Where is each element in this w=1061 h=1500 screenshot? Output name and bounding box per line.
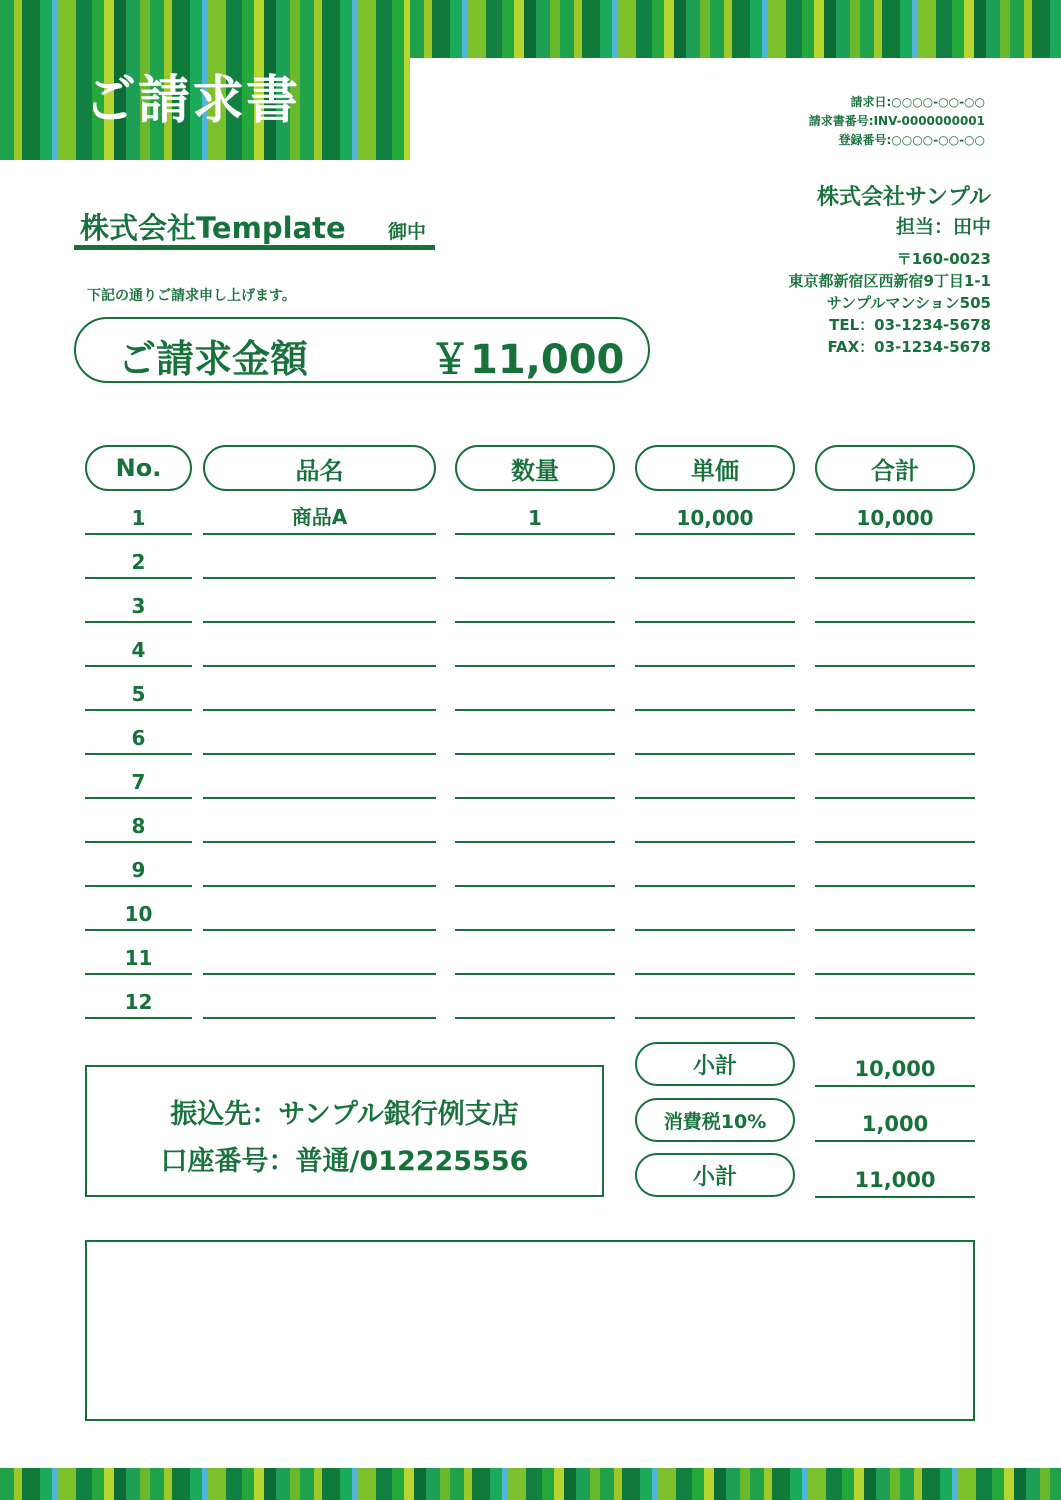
- cell-amount: [815, 579, 975, 623]
- header-qty: 数量: [455, 445, 615, 491]
- cell-qty: [455, 711, 615, 755]
- cell-qty: [455, 755, 615, 799]
- cell-no: 7: [85, 755, 192, 799]
- cell-item: [203, 623, 436, 667]
- sender-address1: 東京都新宿区西新宿9丁目1-1: [788, 272, 991, 290]
- cell-qty: [455, 799, 615, 843]
- cell-no: 2: [85, 535, 192, 579]
- cell-qty: [455, 667, 615, 711]
- cell-unit-price: [635, 887, 795, 931]
- cell-amount: [815, 843, 975, 887]
- cell-unit-price: 10,000: [635, 491, 795, 535]
- issue-date: 請求日:○○○○-○○-○○: [850, 95, 985, 109]
- table-row: [0, 711, 1061, 755]
- subtotal-value: 10,000: [815, 1043, 975, 1087]
- header-amount: 合計: [815, 445, 975, 491]
- header-no: No.: [85, 445, 192, 491]
- table-row: [0, 931, 1061, 975]
- table-row: [0, 887, 1061, 931]
- cell-qty: [455, 623, 615, 667]
- cell-item: 商品A: [203, 491, 436, 535]
- cell-item: [203, 755, 436, 799]
- tax-label: 消費税10%: [635, 1098, 795, 1142]
- cell-amount: [815, 799, 975, 843]
- cell-amount: [815, 535, 975, 579]
- cell-item: [203, 843, 436, 887]
- cell-unit-price: [635, 535, 795, 579]
- subtotal-label: 小計: [635, 1042, 795, 1086]
- client-name: 株式会社Template: [80, 211, 346, 245]
- cell-item: [203, 535, 436, 579]
- sender-postal: 〒160-0023: [896, 250, 991, 268]
- cell-unit-price: [635, 755, 795, 799]
- cell-no: 12: [85, 975, 192, 1019]
- client-underline: [74, 245, 435, 250]
- cell-qty: [455, 579, 615, 623]
- cell-no: 11: [85, 931, 192, 975]
- cell-item: [203, 579, 436, 623]
- cell-amount: [815, 623, 975, 667]
- cell-qty: [455, 887, 615, 931]
- header-item: 品名: [203, 445, 436, 491]
- cell-unit-price: [635, 623, 795, 667]
- intro-text: 下記の通りご請求申し上げます。: [87, 288, 296, 304]
- cell-unit-price: [635, 799, 795, 843]
- table-row: [0, 667, 1061, 711]
- cell-amount: [815, 887, 975, 931]
- sender-address2: サンプルマンション505: [826, 294, 991, 312]
- cell-amount: [815, 755, 975, 799]
- cell-item: [203, 667, 436, 711]
- header-unit-price: 単価: [635, 445, 795, 491]
- cell-qty: [455, 975, 615, 1019]
- sender-fax: FAX：03-1234-5678: [827, 338, 991, 356]
- cell-item: [203, 887, 436, 931]
- cell-amount: [815, 975, 975, 1019]
- table-row: [0, 491, 1061, 535]
- cell-amount: [815, 711, 975, 755]
- cell-amount: [815, 667, 975, 711]
- invoice-number: 請求書番号:INV-0000000001: [808, 114, 985, 128]
- notes-box: [85, 1240, 975, 1421]
- cell-no: 5: [85, 667, 192, 711]
- table-row: [0, 535, 1061, 579]
- cell-qty: 1: [455, 491, 615, 535]
- cell-no: 1: [85, 491, 192, 535]
- cell-qty: [455, 535, 615, 579]
- grand-total-label: 小計: [635, 1153, 795, 1197]
- table-row: [0, 579, 1061, 623]
- cell-no: 8: [85, 799, 192, 843]
- cell-item: [203, 799, 436, 843]
- cell-unit-price: [635, 975, 795, 1019]
- cell-unit-price: [635, 579, 795, 623]
- total-amount: ￥11,000: [430, 337, 625, 383]
- cell-unit-price: [635, 931, 795, 975]
- table-row: [0, 755, 1061, 799]
- sender-company: 株式会社サンプル: [816, 185, 991, 210]
- cell-amount: 10,000: [815, 491, 975, 535]
- sender-tel: TEL：03-1234-5678: [829, 316, 991, 334]
- cell-amount: [815, 931, 975, 975]
- cell-item: [203, 931, 436, 975]
- table-row: [0, 623, 1061, 667]
- bank-account: 口座番号：普通/012225556: [160, 1146, 529, 1177]
- client-suffix: 御中: [388, 221, 427, 243]
- cell-item: [203, 975, 436, 1019]
- table-row: [0, 975, 1061, 1019]
- cell-no: 10: [85, 887, 192, 931]
- sender-contact: 担当：田中: [895, 216, 991, 238]
- bottom-stripe-band: [0, 1468, 1061, 1500]
- total-label: ご請求金額: [118, 337, 309, 381]
- bank-branch: 振込先：サンプル銀行例支店: [170, 1099, 519, 1130]
- table-row: [0, 799, 1061, 843]
- tax-value: 1,000: [815, 1098, 975, 1142]
- grand-total-value: 11,000: [815, 1154, 975, 1198]
- cell-unit-price: [635, 711, 795, 755]
- cell-no: 3: [85, 579, 192, 623]
- cell-unit-price: [635, 843, 795, 887]
- registration-number: 登録番号:○○○○-○○-○○: [838, 133, 985, 147]
- document-title: ご請求書: [84, 71, 301, 131]
- cell-qty: [455, 931, 615, 975]
- cell-item: [203, 711, 436, 755]
- cell-no: 9: [85, 843, 192, 887]
- top-stripe-band: [410, 0, 1061, 58]
- cell-no: 6: [85, 711, 192, 755]
- cell-no: 4: [85, 623, 192, 667]
- cell-qty: [455, 843, 615, 887]
- table-row: [0, 843, 1061, 887]
- cell-unit-price: [635, 667, 795, 711]
